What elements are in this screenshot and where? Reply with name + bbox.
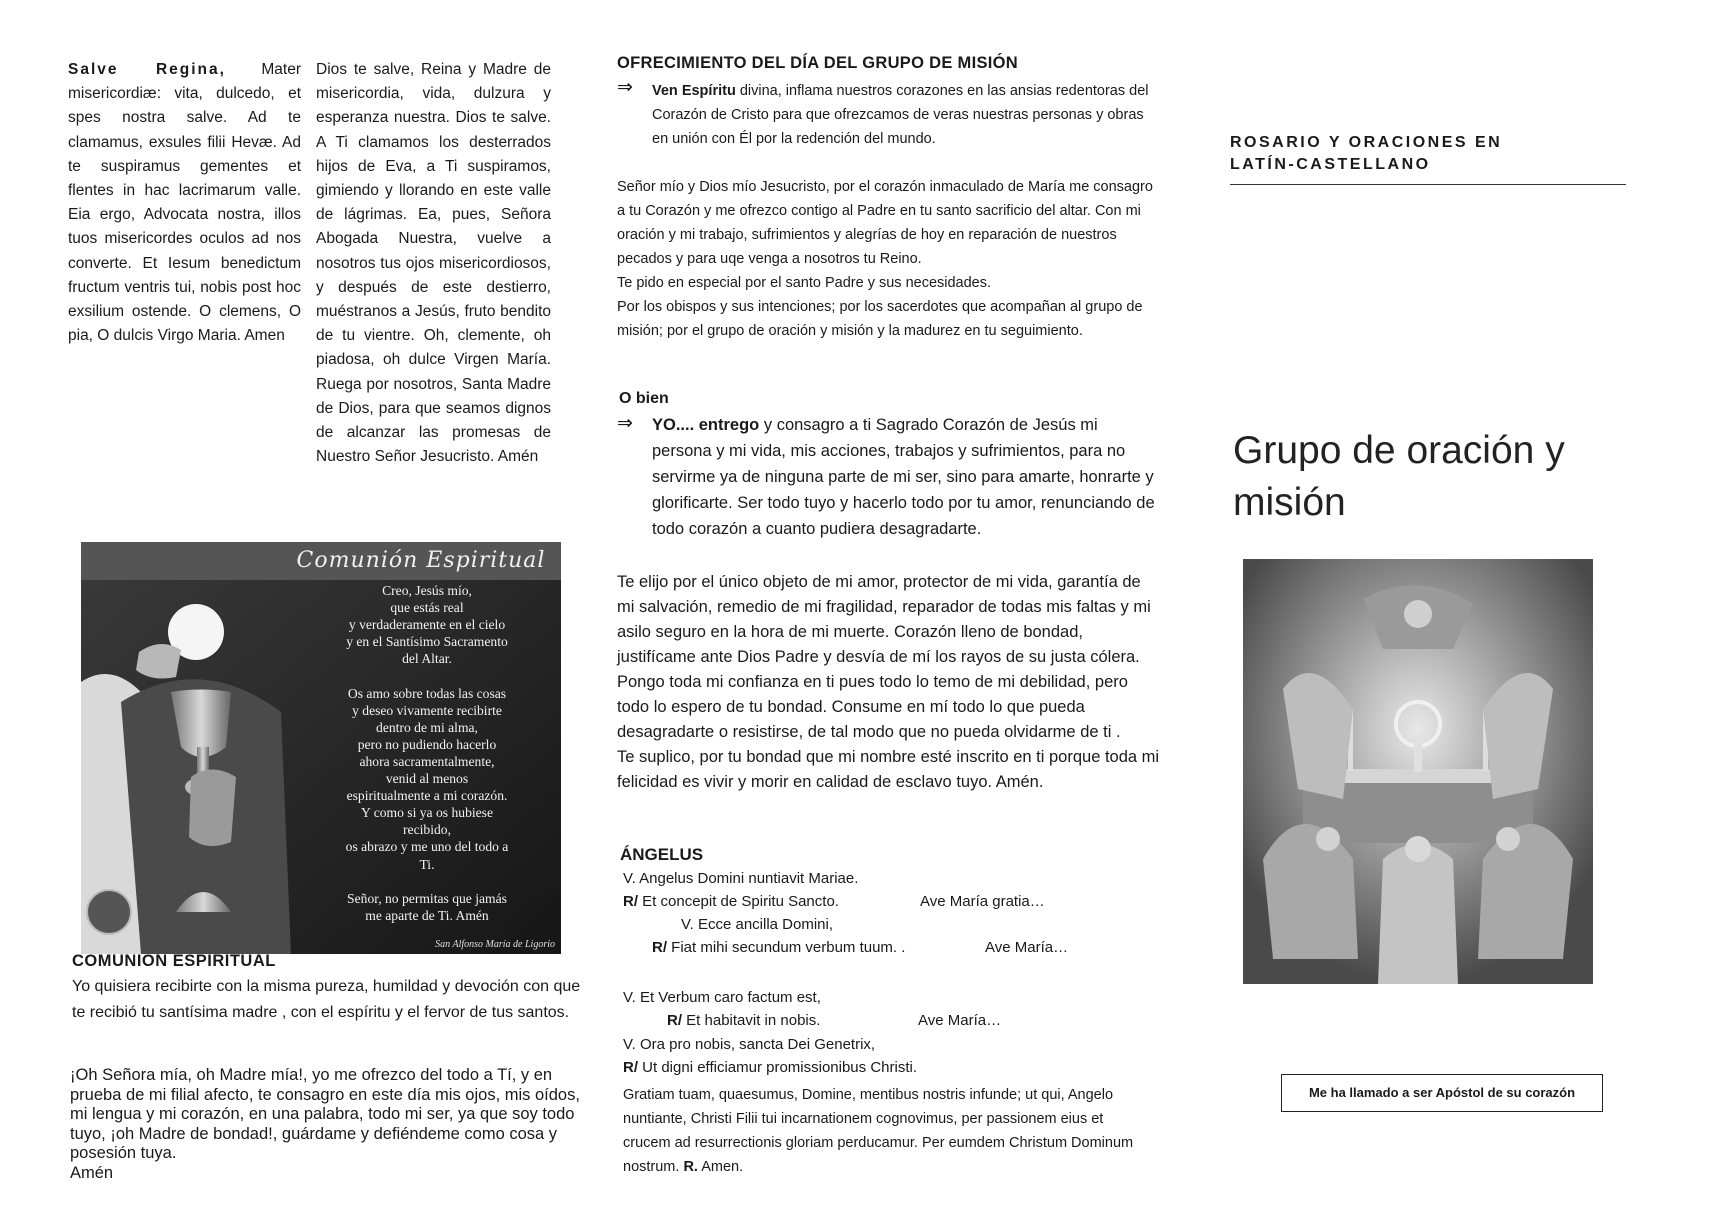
consagracion-paragraphs <box>617 175 1157 343</box>
angelus-v2: V. Ecce ancilla Domini, <box>681 916 834 933</box>
image-title: Comunión Espiritual <box>296 548 546 573</box>
angelus-heading: ÁNGELUS <box>620 845 704 864</box>
salve-regina-latin <box>68 58 301 348</box>
oracion-paragraphs <box>617 570 1162 795</box>
title-divider <box>1230 184 1626 185</box>
angelus-r1-ave: Ave María gratia… <box>920 893 1045 910</box>
response-mark: R/ <box>623 1059 638 1076</box>
angelus-r4 <box>623 1058 917 1078</box>
grupo-title: Grupo de oración y misión <box>1233 429 1565 524</box>
arrow-icon: ⇒ <box>617 413 633 434</box>
oh-senora-prayer <box>70 1066 585 1183</box>
response-text: Et concepit de Spiritu Sancto. <box>642 893 839 910</box>
gratiam-paragraph <box>623 1083 1143 1179</box>
angelus-r1 <box>623 892 839 912</box>
angelus-v4: V. Ora pro nobis, sancta Dei Genetrix, <box>623 1036 876 1053</box>
rosario-title <box>1230 132 1502 176</box>
comunion-espiritual-heading: COMUNION ESPIRITUAL <box>72 952 276 970</box>
ofrecimiento-heading: OFRECIMIENTO DEL DÍA DEL GRUPO DE MISIÓN <box>617 54 1019 72</box>
response-text: Fiat mihi secundum verbum tuum. . <box>671 939 906 956</box>
oh-senora-text: ¡Oh Señora mía, oh Madre mía!, yo me ofrezco del todo a Tí, y en prueba de mi filial afecto, te consagro en este día mis ojos, mis oídos, mi lengua y mi corazón, en una palabra, todo mi ser, ya que soy todo tuyo, ¡oh Madre de bondad!, guárdame y defiéndeme como cosa y posesión tuya. <box>70 1066 580 1162</box>
ven-espiritu-lead: Ven Espíritu <box>652 83 736 99</box>
salve-regina-spanish: Dios te salve, Reina y Madre de misericordia, vida, dulzura y esperanza nuestra. Dios te salve. A Ti clamamos los desterrados hijos de Eva, a Ti suspiramos, gimiendo y llorando en este valle de lágrimas. Ea, pues, Señora Abogada Nuestra, vuelve a nosotros tus ojos misericordiosos, y después de este destierro, muéstranos a Jesús, fruto bendito de tu vientre. Oh, clemente, oh piadosa, oh dulce Virgen María. Ruega por nosotros, Santa Madre de Dios, para que seamos dignos de alcanzar las promesas de Nuestro Señor Jesucristo. Amén <box>316 61 551 466</box>
te-elijo-text: Te elijo por el único objeto de mi amor, protector de mi vida, garantía de mi salvación, remedio de mi fragilidad, reparador de todas mis faltas y mi asilo seguro en la hora de mi muerte. Corazón lleno de bondad, justifícame ante Dios Padre y desvía de mí los rayos de su justa cólera. <box>617 573 1151 666</box>
response-mark: R/ <box>623 893 638 910</box>
o-bien-label: O bien <box>619 390 669 407</box>
rosario-title-line1: ROSARIO Y ORACIONES EN <box>1230 134 1503 151</box>
arrow-icon: ⇒ <box>617 77 633 98</box>
angelus-r3 <box>667 1011 820 1031</box>
angelus-r2-ave: Ave María… <box>985 939 1069 956</box>
comunion-espiritual-text: Yo quisiera recibirte con la misma pureza, humildad y devoción con que te recibió tu santísima madre , con el espíritu y el fervor de tus santos. <box>72 978 581 1021</box>
response-mark: R/ <box>667 1012 682 1029</box>
yo-entrego-text: y consagro a ti Sagrado Corazón de Jesús mi persona y mi vida, mis acciones, trabajos y sufrimientos, para no servirme ya de ninguna parte de mi ser, sino para amarte, honrarte y glorificarte. Ser todo tuyo y hacerlo todo por tu amor, renunciando de todo corazón a cuanto pudiera desagradarte. <box>652 416 1155 538</box>
gratiam-text: Gratiam tuam, quaesumus, Domine, mentibus nostris infunde; ut qui, Angelo nuntiante, Christi Filii tui incarnationem cognovimus, per passionem eius et crucem ad resurrectionis gloriam perducamur. Per eumdem Christum Dominum nostrum. <box>623 1087 1134 1175</box>
yo-entrego-paragraph <box>652 412 1160 542</box>
yo-entrego-lead: YO.... entrego <box>652 416 760 434</box>
gratiam-amen: Amen. <box>701 1159 744 1175</box>
senor-mio-text: Señor mío y Dios mío Jesucristo, por el corazón inmaculado de María me consagro a tu Corazón y me ofrezco contigo al Padre en tu santo sacrificio del altar. Con mi oración y mi trabajo, sufrimientos y alegrías de hoy en reparación de nuestros pecados y para uqe venga a nosotros tu Reino. <box>617 179 1153 267</box>
gratiam-response-mark: R. <box>683 1159 698 1175</box>
angels-adoration-image <box>1243 559 1593 984</box>
te-pido-text: Te pido en especial por el santo Padre y sus necesidades. <box>617 275 992 291</box>
suplico-text: Te suplico, por tu bondad que mi nombre esté inscrito en ti porque toda mi felicidad es vivir y morir en calidad de esclavo tuyo. Amén. <box>617 748 1160 791</box>
angelus-v3: V. Et Verbum caro factum est, <box>623 989 821 1006</box>
angelus-v1: V. Angelus Domini nuntiavit Mariae. <box>623 870 859 887</box>
ven-espiritu-text: divina, inflama nuestros corazones en las ansias redentoras del Corazón de Cristo para que ofrezcamos de veras nuestras personas y obras en unión con Él por la redención del mundo. <box>652 83 1149 147</box>
ven-espiritu-paragraph <box>652 79 1160 151</box>
salve-regina-lead: Salve Regina, <box>68 61 226 78</box>
image-caption: San Alfonso María de Ligorio <box>435 939 555 950</box>
response-text: Ut digni efficiamur promissionibus Christi. <box>642 1059 917 1076</box>
image-prayer-text: Creo, Jesús mío, que estás real y verdaderamente en el cielo y en el Santísimo Sacramento del Altar. Os amo sobre todas las cosas y deseo vivamente recibirte dentro de mi alma, pero no pudiendo hacerlo ahora sacramentalmente, venid al menos espiritualmente a mi corazón. Y como si ya os hubiese recibido, os abrazo y me uno del todo a Ti. Señor, no permitas que jamás me aparte de Ti. Amén <box>345 583 509 923</box>
salve-regina-latin-text: Mater misericordiæ: vita, dulcedo, et spes nostra salve. Ad te clamamus, exsules filii Hevæ. Ad te suspiramus gementes et flentes in hac lacrimarum valle. Eia ergo, Advocata nostra, illos tuos misericordes oculos ad nos converte. Et Iesum benedictum fructum ventris tui, nobis post hoc exsilium ostende. O clemens, O pia, O dulcis Virgo Maria. Amen <box>68 61 302 345</box>
apostol-callout: Me ha llamado a ser Apóstol de su corazón <box>1281 1074 1603 1112</box>
rosario-title-line2: LATÍN-CASTELLANO <box>1230 156 1431 173</box>
obispos-text: Por los obispos y sus intenciones; por los sacerdotes que acompañan al grupo de misión; por el grupo de oración y misión y la madurez en tu seguimiento. <box>617 299 1143 339</box>
oh-senora-amen: Amén <box>70 1163 114 1182</box>
response-text: Et habitavit in nobis. <box>686 1012 821 1029</box>
response-mark: R/ <box>652 939 667 956</box>
angels-picture <box>1243 559 1593 984</box>
pongo-text: Pongo toda mi confianza en ti pues todo lo temo de mi debilidad, pero todo lo espero de tu bondad. Consume en mí todo lo que pueda desagradarte o resistirse, de tal modo que no pueda olvidarme de ti . <box>617 673 1128 741</box>
angelus-r3-ave: Ave María… <box>918 1012 1002 1029</box>
angelus-r2 <box>652 938 905 958</box>
comunion-espiritual-image <box>81 542 561 954</box>
